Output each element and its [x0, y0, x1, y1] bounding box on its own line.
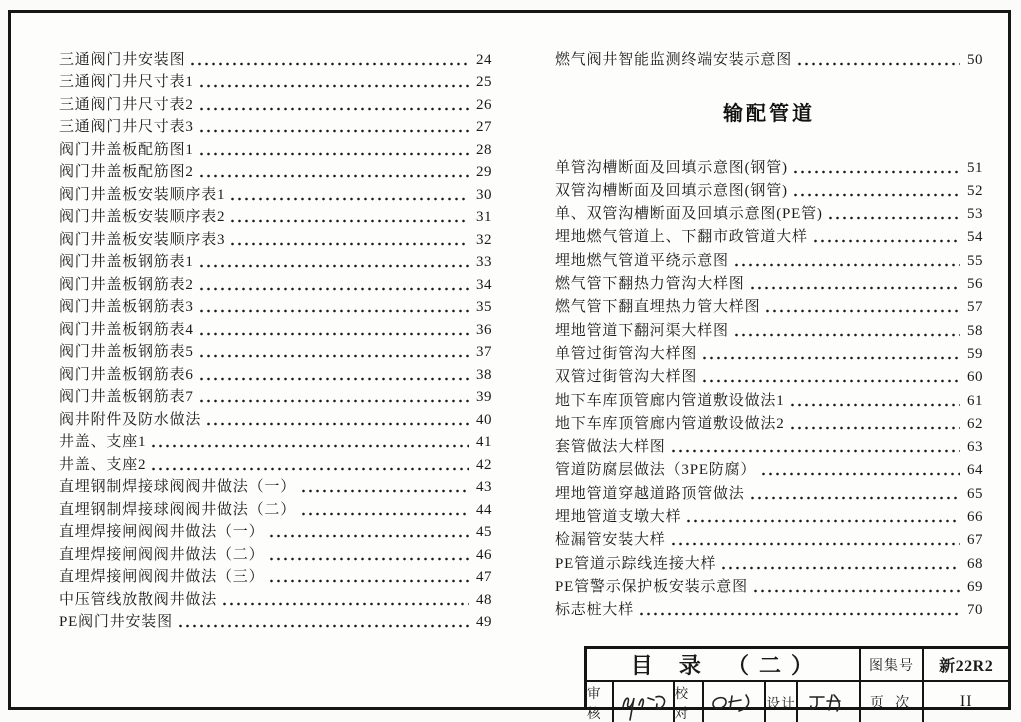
toc-entry-title: 埋地管道支墩大样: [555, 509, 682, 526]
toc-entry-title: 燃气阀井智能监测终端安装示意图: [555, 52, 793, 69]
toc-entry-page: 44: [476, 501, 492, 518]
toc-entry-page: 25: [476, 74, 492, 90]
toc-entry: [555, 386, 983, 409]
toc-entry: [555, 596, 983, 619]
toc-entry-title: 阀门井盖板钢筋表5: [59, 344, 194, 360]
toc-entry-page: 47: [476, 569, 492, 585]
toc-dot-leader: [638, 612, 960, 616]
toc-entry: [555, 340, 983, 363]
toc-entry-page: 55: [967, 252, 983, 269]
toc-entry-title: 埋地管道下翻河渠大样图: [555, 322, 729, 339]
toc-entry: [59, 361, 492, 384]
toc-entry: [555, 316, 983, 339]
toc-entry-title: 三通阀门井安装图: [59, 51, 186, 68]
toc-dot-leader: [198, 129, 469, 133]
toc-entry-page: 26: [476, 96, 492, 113]
atlas-number-label: 图集号: [861, 649, 925, 680]
toc-entry-title: 直埋焊接闸阀阀井做法（一）: [59, 524, 265, 540]
toc-dot-leader: [789, 426, 960, 430]
toc-entry: [555, 410, 983, 433]
toc-entry-title: 埋地燃气管道上、下翻市政管道大样: [555, 229, 808, 246]
toc-entry-title: 阀门井盖板配筋图2: [59, 164, 194, 180]
toc-dot-leader: [198, 152, 469, 156]
toc-entry-title: 单管沟槽断面及回填示意图(钢管): [555, 159, 788, 176]
toc-entry-title: 埋地管道穿越道路顶管做法: [555, 485, 745, 502]
toc-entry-title: 管道防腐层做法（3PE防腐）: [555, 462, 757, 479]
toc-entry-title: 双管沟槽断面及回填示意图(钢管): [555, 182, 788, 199]
toc-entry-title: 阀门井盖板钢筋表1: [59, 254, 194, 270]
toc-entry: [555, 270, 983, 293]
section-header: 输配管道: [723, 102, 815, 125]
toc-entry: [59, 46, 492, 69]
toc-entry-page: 48: [476, 591, 492, 608]
toc-entry-page: 46: [476, 546, 492, 563]
toc-dot-leader: [198, 107, 469, 111]
toc-entry-title: 阀门井盖板钢筋表6: [59, 366, 194, 383]
toc-dot-leader: [189, 62, 469, 66]
page-number-value: II: [959, 693, 973, 710]
toc-dot-leader: [198, 174, 469, 178]
toc-entry: [555, 526, 983, 549]
toc-entry-page: 40: [476, 411, 492, 428]
toc-entry-page: 36: [476, 321, 492, 338]
toc-entry-page: 61: [967, 392, 983, 409]
title-block: [584, 646, 1011, 721]
toc-entry-page: 57: [967, 299, 983, 316]
toc-entry-page: 41: [476, 434, 492, 450]
toc-dot-leader: [752, 589, 960, 593]
toc-entry-title: 阀门井盖板钢筋表4: [59, 321, 194, 338]
toc-dot-leader: [221, 602, 469, 606]
toc-dot-leader: [792, 193, 960, 197]
toc-entry-page: 66: [967, 509, 983, 526]
toc-entry: [555, 200, 983, 223]
toc-dot-leader: [789, 403, 960, 407]
toc-dot-leader: [177, 624, 469, 628]
toc-entry-page: 54: [967, 229, 983, 246]
toc-dot-leader: [150, 467, 469, 471]
toc-dot-leader: [150, 444, 469, 448]
toc-entry-title: 单管过街管沟大样图: [555, 345, 698, 362]
checker-signature: [704, 682, 766, 722]
toc-entry-page: 52: [967, 182, 983, 199]
toc-entry: [59, 294, 492, 317]
toc-entry-title: 直埋钢制焊接球阀阀井做法（二）: [59, 501, 297, 518]
toc-entry: [555, 549, 983, 572]
toc-entry: [59, 271, 492, 294]
designer-signature-icon: [802, 692, 854, 712]
toc-entry-page: 35: [476, 299, 492, 315]
checker-signature-icon: [708, 692, 760, 712]
toc-dot-leader: [760, 472, 960, 476]
toc-entry-title: 双管过街管沟大样图: [555, 369, 698, 386]
toc-entry-title: 埋地燃气管道平绕示意图: [555, 252, 729, 269]
toc-entry-page: 27: [476, 119, 492, 135]
toc-entry-page: 24: [476, 51, 492, 68]
toc-dot-leader: [749, 286, 960, 290]
toc-entry: [59, 429, 492, 452]
toc-dot-leader: [670, 449, 960, 453]
toc-entry: [59, 406, 492, 429]
toc-entry-title: 燃气管下翻直埋热力管大样图: [555, 299, 761, 316]
toc-entry-title: 井盖、支座2: [59, 456, 147, 473]
toc-right-top-entries: [555, 46, 983, 69]
designer-signature: [798, 682, 861, 722]
toc-left-column: [59, 46, 492, 631]
toc-entry-page: 29: [476, 164, 492, 180]
toc-entry-page: 32: [476, 231, 492, 248]
title-block-top-row: [587, 649, 1008, 682]
toc-entry-page: 64: [967, 462, 983, 479]
toc-entry: [59, 316, 492, 339]
toc-entry-page: 45: [476, 524, 492, 540]
reviewer-signature-icon: [617, 692, 669, 712]
toc-entry-page: 65: [967, 485, 983, 502]
toc-dot-leader: [749, 496, 960, 500]
toc-dot-leader: [796, 62, 960, 66]
toc-entry: [59, 384, 492, 407]
title-block-title: 目 录 （二）: [587, 649, 861, 680]
toc-entry-title: 三通阀门井尺寸表2: [59, 96, 194, 113]
toc-entry: [59, 69, 492, 92]
reviewer-signature: [614, 682, 675, 722]
toc-entry-title: 阀井附件及防水做法: [59, 411, 202, 428]
toc-entry-title: 三通阀门井尺寸表1: [59, 74, 194, 90]
toc-entry-page: 68: [967, 555, 983, 572]
toc-entry: [555, 503, 983, 526]
toc-dot-leader: [198, 264, 469, 268]
toc-entry: [555, 153, 983, 176]
toc-dot-leader: [198, 332, 469, 336]
designer-label: 设计: [766, 682, 798, 722]
toc-entry-page: 51: [967, 159, 983, 176]
toc-dot-leader: [268, 534, 469, 538]
toc-entry-title: 阀门井盖板安装顺序表3: [59, 231, 226, 248]
toc-entry: [59, 519, 492, 542]
atlas-number-value: 新22R2: [939, 658, 994, 675]
toc-entry-title: 阀门井盖板钢筋表7: [59, 389, 194, 405]
toc-dot-leader: [268, 579, 469, 583]
toc-dot-leader: [198, 309, 469, 313]
toc-dot-leader: [198, 377, 469, 381]
toc-dot-leader: [701, 379, 960, 383]
toc-entry: [555, 433, 983, 456]
page-frame: [8, 10, 1011, 710]
toc-entry: [59, 451, 492, 474]
toc-dot-leader: [198, 354, 469, 358]
toc-dot-leader: [198, 399, 469, 403]
toc-dot-leader: [764, 309, 960, 313]
toc-entry: [59, 136, 492, 159]
toc-entry-page: 69: [967, 578, 983, 595]
toc-entry-page: 34: [476, 276, 492, 293]
toc-dot-leader: [720, 566, 960, 570]
toc-dot-leader: [268, 557, 469, 561]
toc-entry: [59, 249, 492, 272]
toc-entry: [555, 177, 983, 200]
toc-dot-leader: [701, 356, 960, 360]
toc-dot-leader: [198, 84, 469, 88]
toc-entry-title: 阀门井盖板安装顺序表1: [59, 186, 226, 203]
toc-entry-title: 标志桩大样: [555, 602, 635, 619]
toc-entry-title: 阀门井盖板配筋图1: [59, 141, 194, 158]
toc-entry-page: 53: [967, 206, 983, 223]
title-block-bottom-row: [587, 682, 1008, 722]
toc-entry-title: 地下车库顶管廊内管道敷设做法2: [555, 415, 785, 432]
toc-entry-page: 60: [967, 369, 983, 386]
toc-entry-title: PE阀门井安装图: [59, 614, 173, 630]
toc-entry-title: 阀门井盖板钢筋表2: [59, 276, 194, 293]
toc-entry-page: 70: [967, 602, 983, 619]
toc-entry: [59, 181, 492, 204]
toc-entry: [555, 223, 983, 246]
toc-entry-page: 56: [967, 276, 983, 293]
toc-entry-title: 直埋钢制焊接球阀阀井做法（一）: [59, 479, 297, 495]
toc-entry: [59, 114, 492, 137]
toc-entry: [555, 479, 983, 502]
toc-entry-title: 阀门井盖板钢筋表3: [59, 299, 194, 315]
toc-dot-leader: [792, 170, 960, 174]
toc-entry-title: 直埋焊接闸阀阀井做法（三）: [59, 569, 265, 585]
toc-dot-leader: [229, 197, 469, 201]
toc-entry: [555, 293, 983, 316]
toc-entry-page: 37: [476, 344, 492, 360]
toc-entry-page: 58: [967, 322, 983, 339]
checker-label: 校对: [675, 682, 705, 722]
toc-entry-title: 井盖、支座1: [59, 434, 147, 450]
toc-entry: [59, 159, 492, 182]
toc-dot-leader: [733, 263, 960, 267]
toc-entry: [555, 363, 983, 386]
toc-entry-title: 检漏管安装大样: [555, 532, 666, 549]
toc-entry-title: 直埋焊接闸阀阀井做法（二）: [59, 546, 265, 563]
toc-entry-page: 31: [476, 209, 492, 225]
toc-entry: [555, 46, 983, 69]
toc-entry-page: 67: [967, 532, 983, 549]
toc-dot-leader: [198, 287, 469, 291]
toc-entry: [555, 573, 983, 596]
toc-entry-title: 单、双管沟槽断面及回填示意图(PE管): [555, 206, 823, 223]
toc-entry-title: PE管警示保护板安装示意图: [555, 578, 748, 595]
toc-entry-page: 28: [476, 141, 492, 158]
toc-entry: [555, 246, 983, 269]
toc-entry: [59, 474, 492, 497]
toc-entry-page: 39: [476, 389, 492, 405]
toc-entry-page: 59: [967, 345, 983, 362]
toc-entry-page: 49: [476, 614, 492, 630]
toc-entry: [59, 496, 492, 519]
toc-entry-title: 地下车库顶管廊内管道敷设做法1: [555, 392, 785, 409]
toc-dot-leader: [300, 512, 469, 516]
toc-entry-page: 43: [476, 479, 492, 495]
toc-entry-title: 燃气管下翻热力管沟大样图: [555, 276, 745, 293]
toc-entry-page: 62: [967, 415, 983, 432]
toc-entry: [555, 456, 983, 479]
toc-dot-leader: [229, 219, 469, 223]
toc-entry-title: 套管做法大样图: [555, 439, 666, 456]
toc-right-column: [555, 46, 983, 619]
toc-entry: [59, 564, 492, 587]
toc-entry: [59, 91, 492, 114]
toc-entry-page: 33: [476, 254, 492, 270]
toc-dot-leader: [300, 489, 469, 493]
toc-entry-title: 三通阀门井尺寸表3: [59, 119, 194, 135]
toc-entry: [59, 541, 492, 564]
toc-entry-page: 38: [476, 366, 492, 383]
toc-entry: [59, 204, 492, 227]
toc-entry: [59, 339, 492, 362]
toc-dot-leader: [827, 216, 960, 220]
toc-dot-leader: [685, 519, 960, 523]
toc-entry-page: 42: [476, 456, 492, 473]
toc-right-entries: [555, 153, 983, 619]
toc-entry: [59, 609, 492, 632]
toc-dot-leader: [733, 333, 960, 337]
toc-entry-title: PE管道示踪线连接大样: [555, 555, 717, 572]
toc-dot-leader: [670, 542, 960, 546]
toc-entry: [59, 226, 492, 249]
toc-entry-page: 50: [967, 52, 983, 69]
page-number-label: 页 次: [861, 682, 925, 722]
toc-dot-leader: [812, 239, 960, 243]
toc-dot-leader: [229, 242, 469, 246]
toc-entry-page: 30: [476, 186, 492, 203]
reviewer-label: 审核: [587, 682, 614, 722]
toc-entry-title: 阀门井盖板安装顺序表2: [59, 209, 226, 225]
toc-entry-page: 63: [967, 439, 983, 456]
toc-entry: [59, 586, 492, 609]
toc-entry-title: 中压管线放散阀井做法: [59, 591, 218, 608]
toc-dot-leader: [205, 422, 469, 426]
